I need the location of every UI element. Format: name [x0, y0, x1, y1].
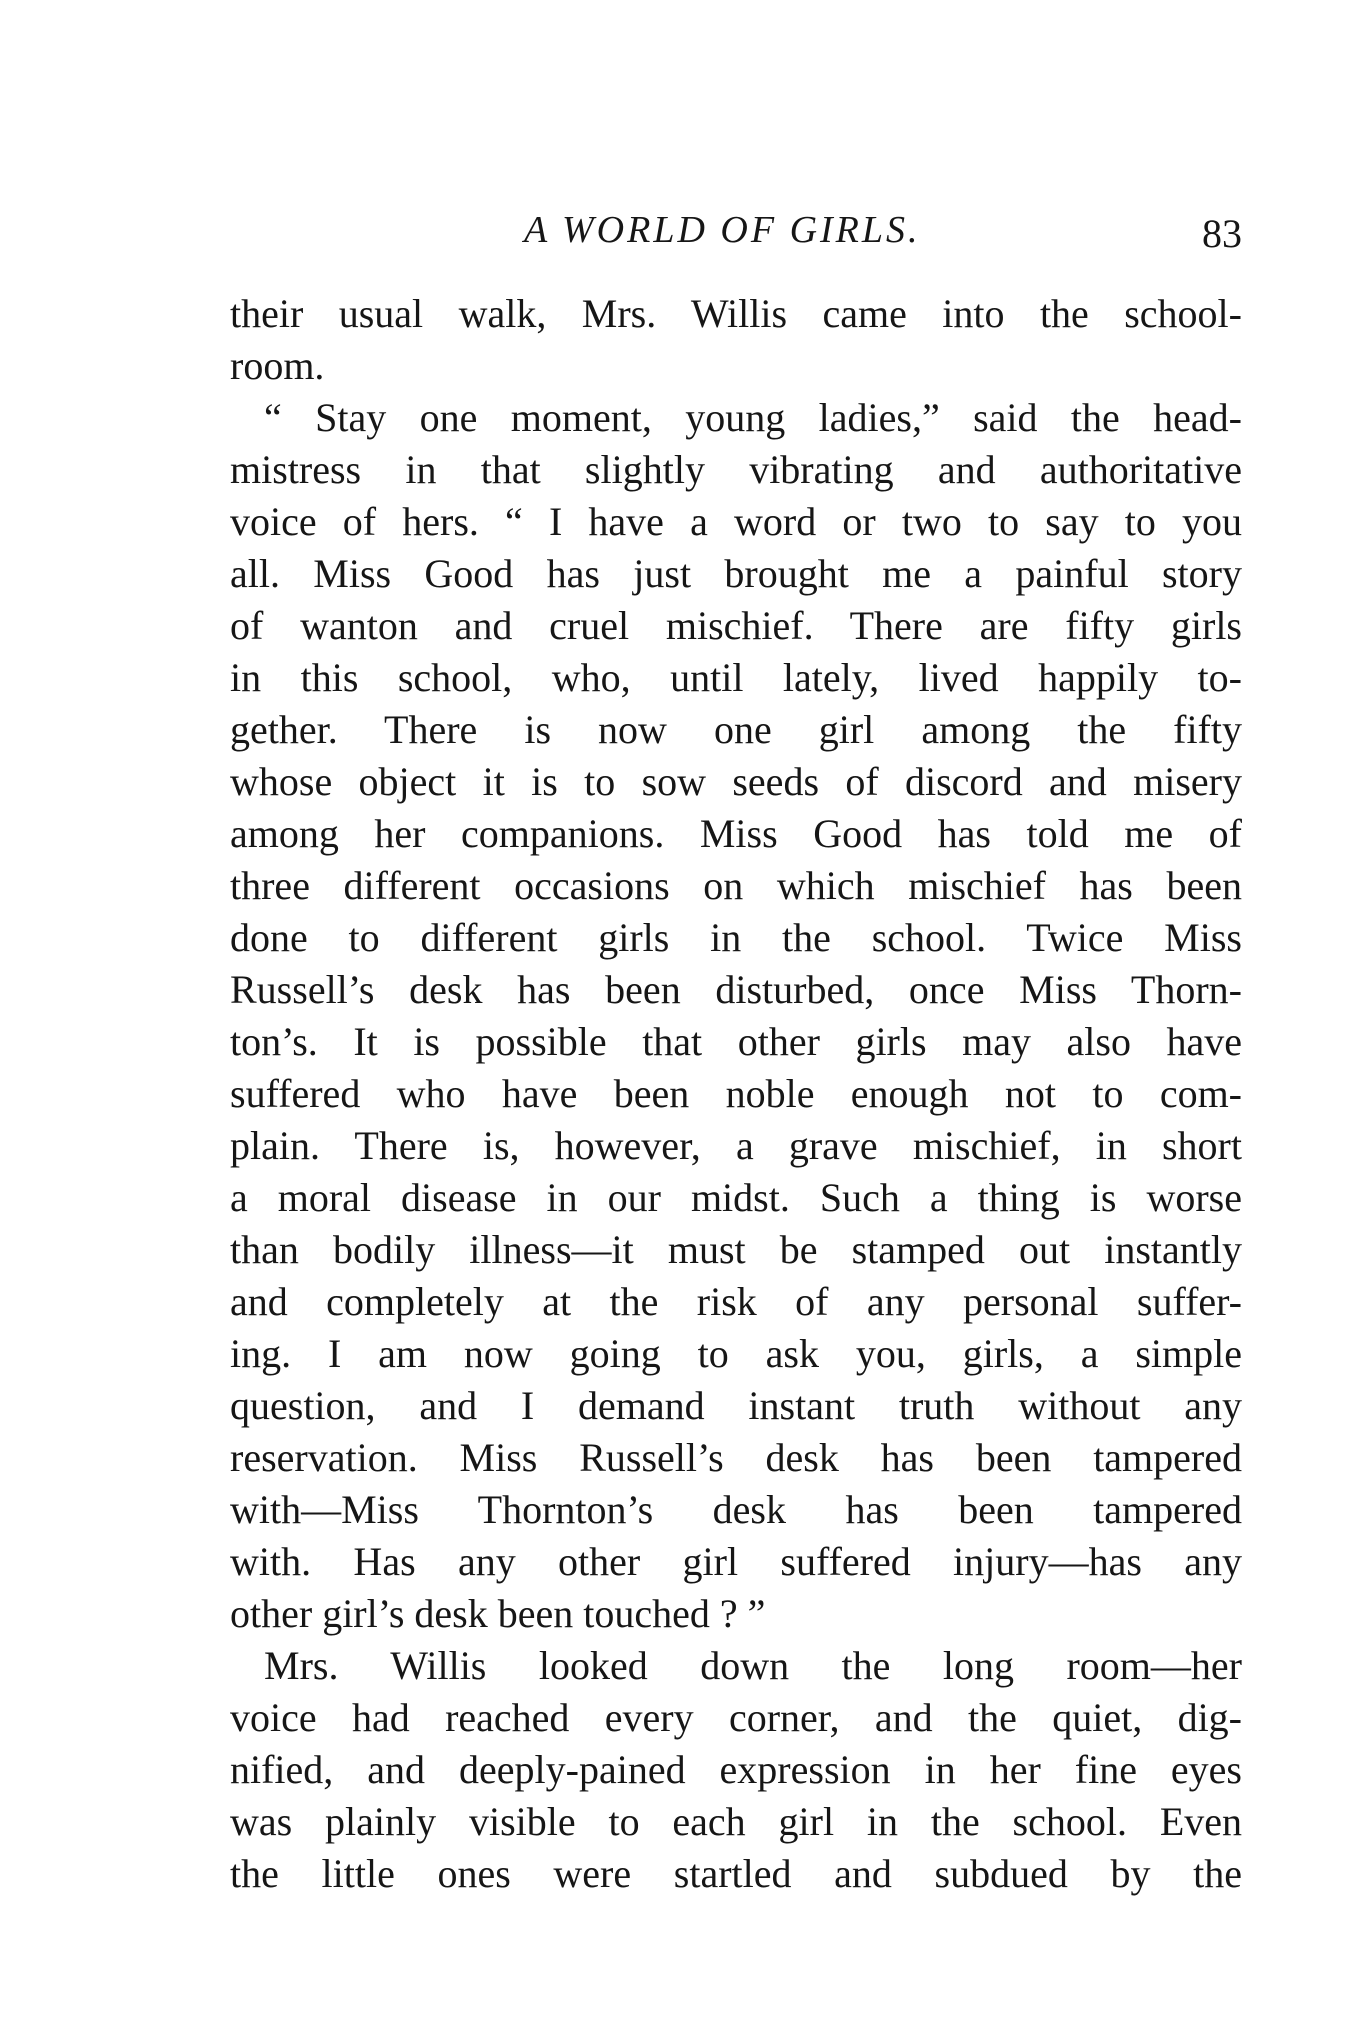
text-line: three different occasions on which mischief has been	[230, 863, 1242, 908]
text-line: mistress in that slightly vibrating and authoritative	[230, 447, 1242, 492]
text-line: among her companions. Miss Good has told me of	[230, 811, 1242, 856]
text-line: with—Miss Thornton’s desk has been tampered	[230, 1487, 1242, 1532]
text-line: Mrs. Willis looked down the long room—her	[264, 1643, 1242, 1688]
text-line: their usual walk, Mrs. Willis came into the school-	[230, 291, 1242, 336]
text-line: whose object it is to sow seeds of discord and misery	[230, 759, 1242, 804]
text-line: ing. I am now going to ask you, girls, a simple	[230, 1331, 1242, 1376]
text-line: in this school, who, until lately, lived happily to-	[230, 655, 1242, 700]
text-line: the little ones were startled and subdued by the	[230, 1851, 1242, 1896]
running-head	[230, 208, 1242, 268]
text-line: was plainly visible to each girl in the school. Even	[230, 1799, 1242, 1844]
text-line: other girl’s desk been touched ? ”	[230, 1591, 766, 1636]
text-line: room.	[230, 343, 325, 388]
text-line: and completely at the risk of any personal suffer-	[230, 1279, 1242, 1324]
text-line: voice had reached every corner, and the quiet, dig-	[230, 1695, 1242, 1740]
text-line: gether. There is now one girl among the fifty	[230, 707, 1242, 752]
text-line: all. Miss Good has just brought me a painful story	[230, 551, 1242, 596]
body-text	[230, 288, 1242, 1900]
page-number: 83	[1202, 211, 1242, 256]
text-line: a moral disease in our midst. Such a thing is worse	[230, 1175, 1242, 1220]
text-line: nified, and deeply-pained expression in her fine eyes	[230, 1747, 1242, 1792]
text-line: Russell’s desk has been disturbed, once Miss Thorn-	[230, 967, 1242, 1012]
text-line: of wanton and cruel mischief. There are fifty girls	[230, 603, 1242, 648]
running-title: A WORLD OF GIRLS.	[524, 209, 921, 251]
text-line: than bodily illness—it must be stamped out instantly	[230, 1227, 1242, 1272]
text-line: question, and I demand instant truth without any	[230, 1383, 1242, 1428]
text-line: done to different girls in the school. Twice Miss	[230, 915, 1242, 960]
text-line: with. Has any other girl suffered injury—has any	[230, 1539, 1242, 1584]
text-line: ton’s. It is possible that other girls may also have	[230, 1019, 1242, 1064]
text-line: “ Stay one moment, young ladies,” said the head-	[264, 395, 1242, 440]
text-line: plain. There is, however, a grave mischief, in short	[230, 1123, 1242, 1168]
text-line: suffered who have been noble enough not to com-	[230, 1071, 1242, 1116]
text-line: reservation. Miss Russell’s desk has been tampered	[230, 1435, 1242, 1480]
text-line: voice of hers. “ I have a word or two to say to you	[230, 499, 1242, 544]
